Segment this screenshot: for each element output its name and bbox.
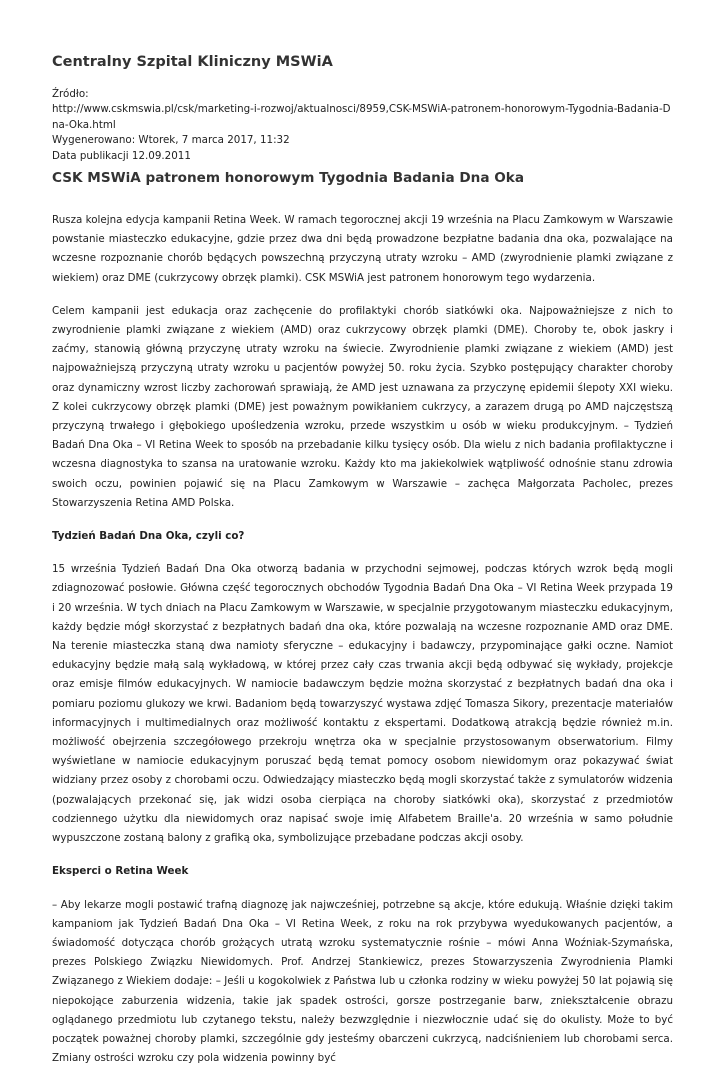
source-url: http://www.cskmswia.pl/csk/marketing-i-rozwoj/aktualnosci/8959,CSK-MSWiA-patronem-honorowym-Tygodnia-Badania-Dna-Oka.html [52, 102, 673, 133]
document-meta [52, 87, 673, 164]
publication-date: Data publikacji 12.09.2011 [52, 149, 673, 164]
article-paragraph: 15 września Tydzień Badań Dna Oka otworzą badania w przychodni sejmowej, podczas których wzrok będą mogli zdiagnozować posłowie. Główna część tegorocznych obchodów Tygodnia Badań Dna Oka – VI Retina Week przypada 19 i 20 września. W tych dniach na Placu Zamkowym w Warszawie, w specjalnie przygotowanym miasteczku edukacyjnym, każdy będzie mógł skorzystać z bezpłatnych badań dna oka, które pozwalają na wczesne rozpoznanie AMD oraz DME. Na terenie miasteczka staną dwa namioty sferyczne – edukacyjny i badawczy, przypominające gałki oczne. Namiot edukacyjny będzie małą salą wykładową, w której przez cały czas trwania akcji będą odbywać się wykłady, projekcje oraz emisje filmów edukacyjnych. W namiocie badawczym będzie można skorzystać z bezpłatnych badań dna oka i pomiaru poziomu glukozy we krwi. Badaniom będą towarzyszyć wystawa zdjęć Tomasza Sikory, prezentacje materiałów informacyjnych i multimedialnych oraz możliwość kontaktu z ekspertami. Dodatkową atrakcją będzie również m.in. możliwość obejrzenia szczegółowego przekroju wnętrza oka w specjalnie przystosowanym obserwatorium. Filmy wyświetlane w namiocie edukacyjnym poruszać będą temat pomocy osobom niewidomym oraz pokazywać świat widziany przez osoby z chorobami oczu. Odwiedzający miasteczko będą mogli skorzystać także z symulatorów widzenia (pozwalających przekonać się, jak widzi osoba cierpiąca na choroby siatkówki oka), skorzystać z przedmiotów codziennego użytku dla niewidomych oraz napisać swoje imię Alfabetem Braille'a. 20 września w samo południe wypuszczone zostaną balony z grafiką oka, symbolizujące przebadane podczas akcji osoby. [52, 560, 673, 848]
section-heading: Eksperci o Retina Week [52, 862, 673, 881]
site-title: Centralny Szpital Kliniczny MSWiA [52, 54, 333, 70]
article-paragraph: – Aby lekarze mogli postawić trafną diagnozę jak najwcześniej, potrzebne są akcje, które edukują. Właśnie dzięki takim kampaniom jak Tydzień Badań Dna Oka – VI Retina Week, z roku na rok przybywa wyedukowanych pacjentów, a świadomość dotycząca chorób grożących utratą wzroku systematycznie rośnie – mówi Anna Woźniak-Szymańska, prezes Polskiego Związku Niewidomych. Prof. Andrzej Stankiewicz, prezes Stowarzyszenia Zwyrodnienia Plamki Związanego z Wiekiem dodaje: – Jeśli u kogokolwiek z Państwa lub u członka rodziny w wieku powyżej 50 lat pojawią się niepokojące zaburzenia widzenia, takie jak spadek ostrości, gorsze postrzeganie barw, zniekształcenie obrazu oglądanego przedmiotu lub czytanego tekstu, należy bezwzględnie i niezwłocznie udać się do okulisty. Może to być początek poważnej choroby plamki, szczególnie gdy jesteśmy obarczeni cukrzycą, nadciśnieniem lub chorobami serca. Zmiany ostrości wzroku czy pola widzenia powinny być [52, 896, 673, 1068]
article-body [52, 211, 673, 1068]
article-title: CSK MSWiA patronem honorowym Tygodnia Badania Dna Oka [52, 170, 524, 186]
article-paragraph: Rusza kolejna edycja kampanii Retina Week. W ramach tegorocznej akcji 19 września na Placu Zamkowym w Warszawie powstanie miasteczko edukacyjne, gdzie przez dwa dni będą prowadzone bezpłatne badania dna oka, pozwalające na wczesne rozpoznanie chorób będących powszechną przyczyną utraty wzroku – AMD (zwyrodnienie plamki związane z wiekiem) oraz DME (cukrzycowy obrzęk plamki). CSK MSWiA jest patronem honorowym tego wydarzenia. [52, 211, 673, 288]
generated-date: Wygenerowano: Wtorek, 7 marca 2017, 11:32 [52, 133, 673, 148]
article-paragraph: Celem kampanii jest edukacja oraz zachęcenie do profilaktyki chorób siatkówki oka. Najpoważniejsze z nich to zwyrodnienie plamki związane z wiekiem (AMD) oraz cukrzycowy obrzęk plamki (DME). Choroby te, obok jaskry i zaćmy, stanowią główną przyczynę utraty wzroku na świecie. Zwyrodnienie plamki związane z wiekiem (AMD) jest najpoważniejszą przyczyną utraty wzroku u pacjentów powyżej 50. roku życia. Szybko postępujący charakter choroby oraz dynamiczny wzrost liczby zachorowań sprawiają, że AMD jest uznawana za przyczynę epidemii ślepoty XXI wieku. Z kolei cukrzycowy obrzęk plamki (DME) jest poważnym powikłaniem cukrzycy, a zarazem drugą po AMD najczęstszą przyczyną trwałego i głębokiego upośledzenia wzroku, przede wszystkim u osób w wieku produkcyjnym. – Tydzień Badań Dna Oka – VI Retina Week to sposób na przebadanie kilku tysięcy osób. Dla wielu z nich badania profilaktyczne i wczesna diagnostyka to szansa na uratowanie wzroku. Każdy kto ma jakiekolwiek wątpliwość odnośnie stanu zdrowia swoich oczu, powinien pojawić się na Placu Zamkowym w Warszawie – zachęca Małgorzata Pacholec, prezes Stowarzyszenia Retina AMD Polska. [52, 302, 673, 513]
section-heading: Tydzień Badań Dna Oka, czyli co? [52, 527, 673, 546]
source-label: Źródło: [52, 87, 673, 102]
